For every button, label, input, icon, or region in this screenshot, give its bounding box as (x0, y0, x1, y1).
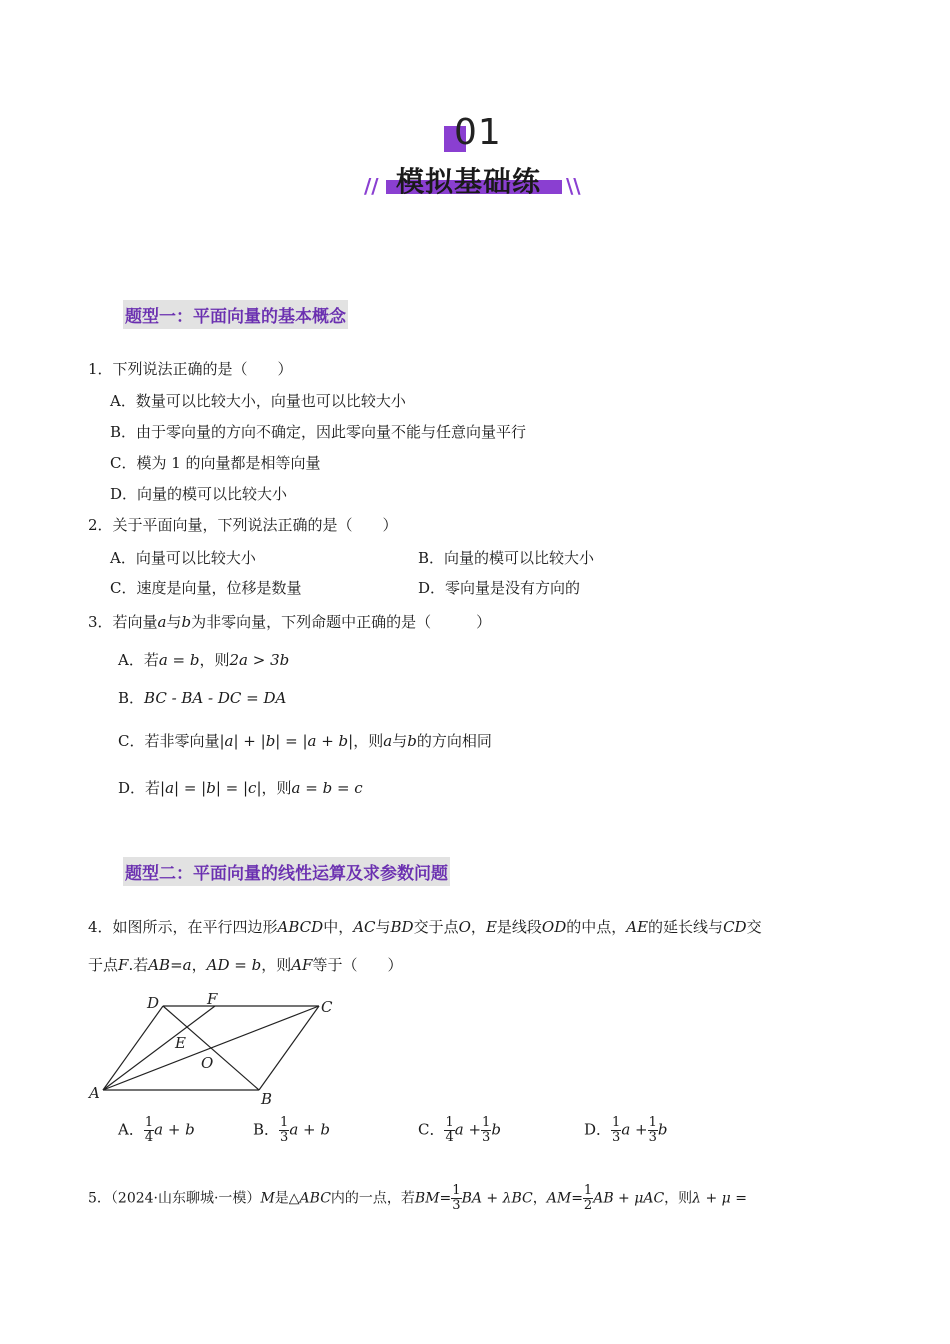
chapter-number (440, 112, 510, 152)
q2-stem: 2．关于平面向量，下列说法正确的是（ ） (88, 516, 398, 534)
chapter-number-text: 01 (454, 112, 502, 153)
edge-bc (259, 1006, 319, 1090)
q4-option-d: D． $\frac{1}{3}$ a + $\frac{1}{3}$ b (584, 1115, 668, 1145)
chapter-title (362, 160, 588, 200)
slash-left-decoration: // (364, 174, 379, 198)
segment-af (103, 1006, 215, 1090)
point-label-f: F (207, 990, 218, 1008)
point-label-c: C (321, 998, 333, 1016)
q4-option-b: B． $\frac{1}{3}$ a + b (253, 1115, 330, 1145)
point-label-a: A (89, 1084, 100, 1102)
q2-option-a: A．向量可以比较大小 (110, 549, 256, 567)
q3-option-d: D．若|a| = |b| = |c|，则a = b = c (118, 779, 363, 797)
q2-option-b: B．向量的模可以比较大小 (418, 549, 595, 567)
q3-option-c: C．若非零向量|a| + |b| = |a + b|，则a与b的方向相同 (118, 732, 492, 750)
q3-stem: 3．若向量a与b为非零向量，下列命题中正确的是（ ） (88, 613, 492, 631)
q1-option-b: B．由于零向量的方向不确定，因此零向量不能与任意向量平行 (110, 423, 527, 441)
edge-da (103, 1006, 163, 1090)
q4-stem-line2: 于点F.若AB=a，AD = b，则AF等于（ ） (88, 956, 403, 974)
q3-option-b: B．BC - BA - DC = DA (118, 689, 287, 707)
point-label-e: E (175, 1034, 186, 1052)
q1-option-c: C．模为 1 的向量都是相等向量 (110, 454, 321, 472)
q3-option-a: A．若a = b，则2a > 3b (118, 651, 290, 669)
slash-right-decoration: \\ (566, 174, 581, 198)
q5-stem: 5．（2024·山东聊城·一模）M是△ABC内的一点，若BM= $\frac{1}{3}$ BA + λBC，AM= $\frac{1}{2}$ AB + μAC，则λ + μ = (88, 1183, 747, 1213)
parallelogram-figure (85, 988, 345, 1110)
section-heading-1: 题型一：平面向量的基本概念 (123, 300, 348, 329)
q1-stem: 1．下列说法正确的是（ ） (88, 360, 293, 378)
point-label-b: B (261, 1090, 273, 1108)
q1-option-d: D．向量的模可以比较大小 (110, 485, 288, 503)
chapter-title-text: 模拟基础练 (396, 165, 542, 198)
q2-option-d: D．零向量是没有方向的 (418, 579, 581, 597)
q4-stem-line1: 4．如图所示，在平行四边形ABCD中，AC与BD交于点O，E是线段OD的中点，AE的延长线与CD交 (88, 918, 762, 936)
q4-option-a: A． $\frac{1}{4}$ a + b (118, 1115, 195, 1145)
q1-option-a: A．数量可以比较大小，向量也可以比较大小 (110, 392, 406, 410)
point-label-o: O (201, 1054, 214, 1072)
q4-option-c: C． $\frac{1}{4}$ a + $\frac{1}{3}$ b (418, 1115, 501, 1145)
q2-option-c: C．速度是向量，位移是数量 (110, 579, 302, 597)
section-heading-2: 题型二：平面向量的线性运算及求参数问题 (123, 857, 450, 886)
point-label-d: D (147, 994, 160, 1012)
